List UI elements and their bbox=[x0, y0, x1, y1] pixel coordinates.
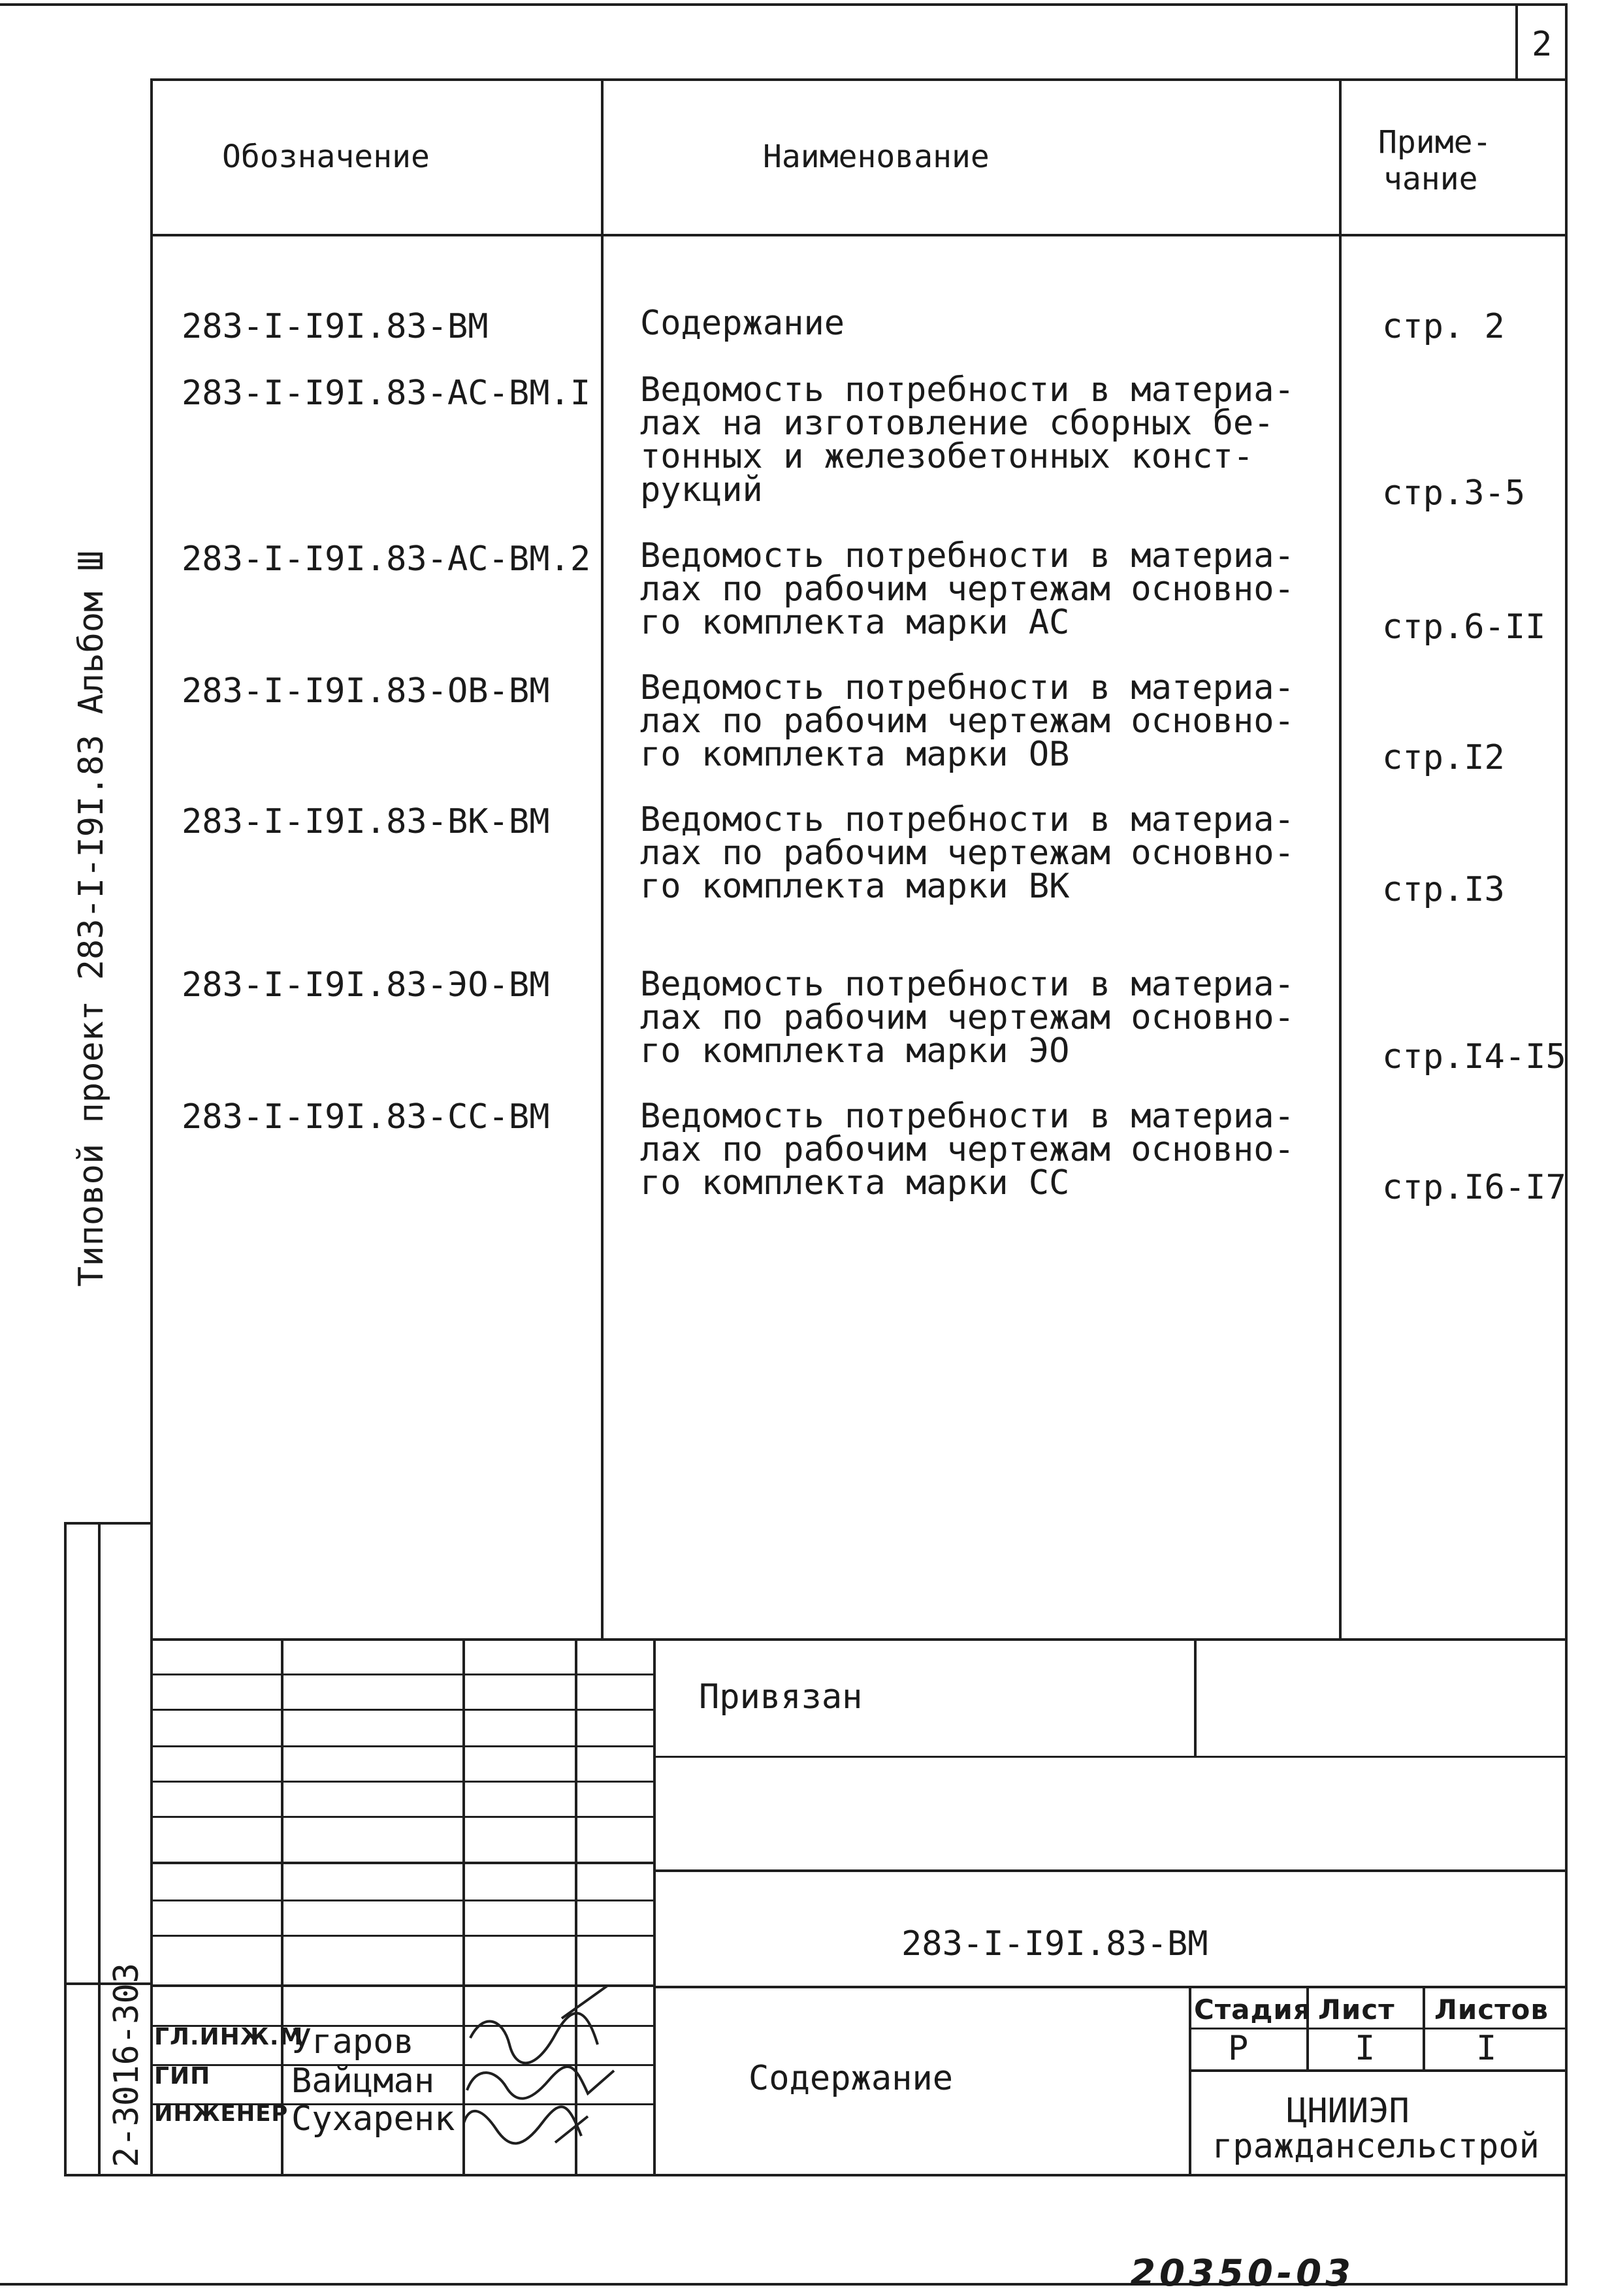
side-strip-top bbox=[64, 1522, 152, 1525]
row-6-note: стр.I4-I5 bbox=[1382, 1037, 1566, 1076]
sig-row-line bbox=[150, 1935, 653, 1937]
side-title: Типовой проект 283-I-I9I.83 Альбом Ш bbox=[72, 550, 111, 1287]
header-designation: Обозначение bbox=[222, 138, 430, 175]
stage-block-left bbox=[1189, 1986, 1191, 2175]
row-4-name-line: Ведомость потребности в материа- bbox=[640, 668, 1295, 707]
row-3-note: стр.6-II bbox=[1382, 607, 1546, 647]
signer-1-name: Угаров bbox=[291, 2022, 414, 2062]
frame-left bbox=[150, 78, 153, 2175]
row-7-name bbox=[640, 1097, 1295, 1203]
row-4-name-line: лах по рабочим чертежам основно- bbox=[640, 702, 1295, 741]
frame-top bbox=[150, 78, 1568, 81]
row-4-name bbox=[640, 668, 1295, 774]
sig-row-line bbox=[150, 1862, 653, 1864]
row-6-name-line: Ведомость потребности в материа- bbox=[640, 965, 1295, 1004]
sheets-value: I bbox=[1476, 2029, 1497, 2068]
tb-line bbox=[653, 1986, 1568, 1988]
frame-bottom bbox=[150, 2174, 1568, 2176]
header-note-line2: чание bbox=[1383, 161, 1478, 197]
sig-col-1 bbox=[281, 1638, 283, 2174]
row-2-name-line: Ведомость потребности в материа- bbox=[640, 370, 1295, 410]
row-5-name-line: го комплекта марки ВК bbox=[640, 867, 1070, 906]
doc-code: 283-I-I9I.83-ВМ bbox=[901, 1924, 1208, 1964]
sig-row-line bbox=[150, 1900, 653, 1901]
row-5-name-line: лах по рабочим чертежам основно- bbox=[640, 833, 1295, 873]
sig-row-line bbox=[150, 1709, 653, 1711]
sheet-number-box-left bbox=[1515, 3, 1518, 80]
row-1-designation: 283-I-I9I.83-ВМ bbox=[182, 307, 489, 346]
row-3-name bbox=[640, 536, 1295, 642]
sig-row-line bbox=[150, 1781, 653, 1783]
sig-row-line bbox=[150, 1745, 653, 1747]
tb-line bbox=[653, 1869, 1568, 1872]
row-4-name-line: го комплекта марки ОВ bbox=[640, 735, 1070, 774]
row-2-name-line: рукций bbox=[640, 470, 763, 509]
sheet-header: Лист bbox=[1318, 1994, 1395, 2026]
sig-col-4 bbox=[653, 1638, 656, 2174]
signer-2-name: Вайцман bbox=[291, 2062, 435, 2101]
row-5-name bbox=[640, 800, 1295, 906]
row-3-name-line: лах по рабочим чертежам основно- bbox=[640, 570, 1295, 609]
row-6-designation: 283-I-I9I.83-ЭО-ВМ bbox=[182, 965, 550, 1005]
sheet-number: 2 bbox=[1532, 25, 1553, 64]
side-strip-line-2 bbox=[98, 1522, 101, 2175]
row-2-name-line: лах на изготовление сборных бе- bbox=[640, 404, 1274, 443]
header-separator bbox=[150, 234, 1568, 236]
row-4-designation: 283-I-I9I.83-ОВ-ВМ bbox=[182, 671, 550, 711]
row-6-name-line: лах по рабочим чертежам основно- bbox=[640, 998, 1295, 1037]
column-divider-1 bbox=[601, 78, 604, 1640]
org-line-2: граждансельстрой bbox=[1212, 2127, 1539, 2166]
bound-label: Привязан bbox=[699, 1677, 863, 1717]
row-6-name-line: го комплекта марки ЭО bbox=[640, 1031, 1070, 1071]
row-3-designation: 283-I-I9I.83-АС-ВМ.2 bbox=[182, 540, 591, 579]
stage-value: Р bbox=[1228, 2029, 1249, 2068]
row-7-name-line: лах по рабочим чертежам основно- bbox=[640, 1130, 1295, 1169]
org-line-1: ЦНИИЭП bbox=[1287, 2092, 1410, 2131]
row-6-name bbox=[640, 965, 1295, 1071]
sig-row-line bbox=[150, 1816, 653, 1818]
frame-right bbox=[1565, 78, 1568, 2175]
row-2-name bbox=[640, 370, 1295, 509]
column-divider-2 bbox=[1339, 78, 1342, 1640]
signer-3-role: ИНЖЕНЕР bbox=[154, 2101, 289, 2127]
page-top-border bbox=[0, 3, 1568, 6]
bound-cell-divider bbox=[1194, 1638, 1197, 1756]
row-4-note: стр.I2 bbox=[1382, 738, 1505, 777]
signer-3-name: Сухаренк bbox=[291, 2099, 455, 2139]
sheets-header: Листов bbox=[1434, 1994, 1549, 2026]
side-strip-bottom bbox=[64, 2174, 152, 2176]
row-5-name-line: Ведомость потребности в материа- bbox=[640, 800, 1295, 839]
row-2-designation: 283-I-I9I.83-АС-ВМ.I bbox=[182, 374, 591, 413]
sig-row-line bbox=[150, 1673, 653, 1675]
sheet-value: I bbox=[1355, 2029, 1376, 2068]
stage-header: Стадия bbox=[1194, 1994, 1312, 2026]
signature-scribbles bbox=[457, 1973, 627, 2162]
row-2-note: стр.3-5 bbox=[1382, 474, 1526, 513]
row-2-name-line: тонных и железобетонных конст- bbox=[640, 437, 1254, 476]
row-7-designation: 283-I-I9I.83-СС-ВМ bbox=[182, 1097, 550, 1137]
signer-1-role: ГЛ.ИНЖ.М bbox=[154, 2024, 304, 2050]
row-1-note: стр. 2 bbox=[1382, 307, 1505, 346]
doc-title: Содержание bbox=[749, 2059, 954, 2098]
title-block-top bbox=[150, 1638, 1568, 1641]
row-3-name-line: Ведомость потребности в материа- bbox=[640, 536, 1295, 575]
row-5-note: стр.I3 bbox=[1382, 870, 1505, 909]
row-1-name-line: Содержание bbox=[640, 304, 845, 343]
row-7-note: стр.I6-I7 bbox=[1382, 1168, 1566, 1207]
row-3-name-line: го комплекта марки АС bbox=[640, 603, 1070, 642]
row-1-name bbox=[640, 304, 845, 343]
row-7-name-line: го комплекта марки СС bbox=[640, 1163, 1070, 1203]
row-5-designation: 283-I-I9I.83-ВК-ВМ bbox=[182, 802, 550, 841]
side-code: 2-3016-303 bbox=[107, 1962, 146, 2167]
tb-line bbox=[653, 1756, 1568, 1758]
archive-number: 20350-03 bbox=[1130, 2252, 1355, 2295]
stage-row-line bbox=[1189, 2069, 1568, 2072]
row-7-name-line: Ведомость потребности в материа- bbox=[640, 1097, 1295, 1136]
side-strip-line-1 bbox=[64, 1522, 67, 2175]
header-name: Наименование bbox=[763, 138, 990, 175]
header-note-line1: Приме- bbox=[1378, 124, 1492, 161]
signer-2-role: ГИП bbox=[154, 2063, 211, 2090]
